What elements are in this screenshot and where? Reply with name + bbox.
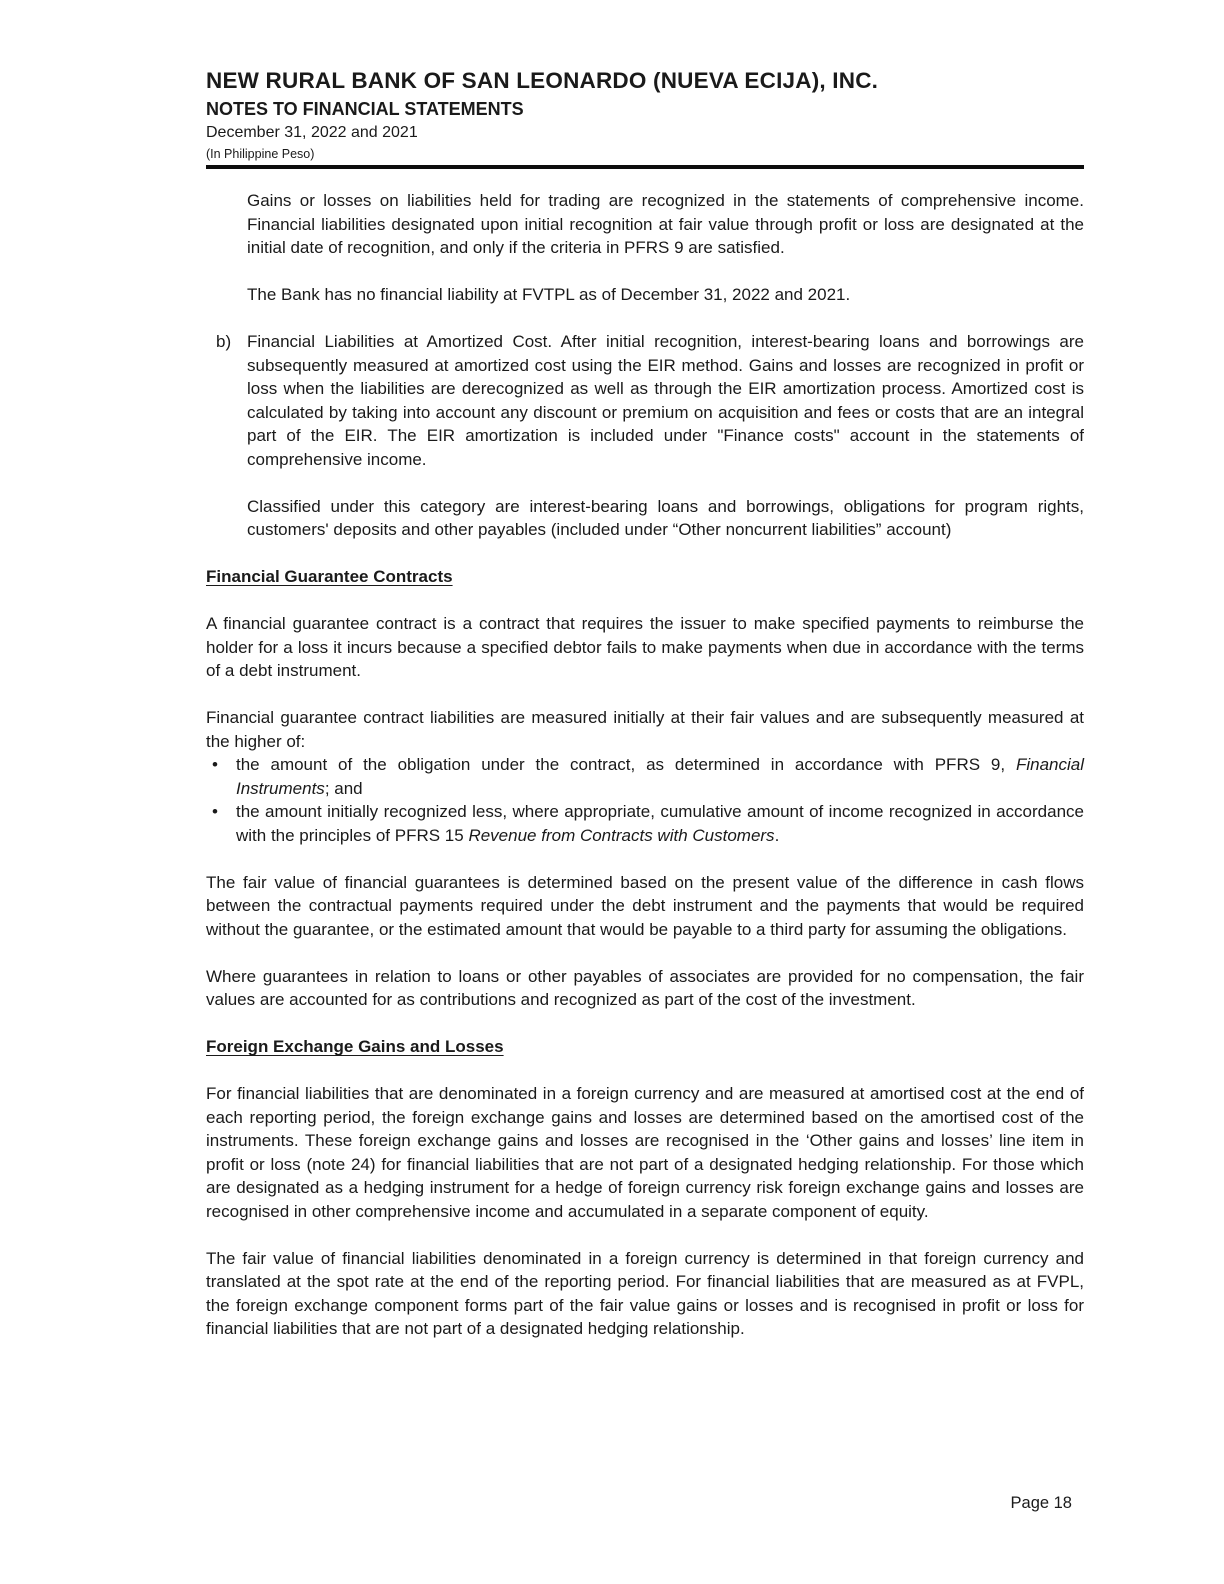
bullet-pfrs9-suffix: ; and [324,778,363,798]
bullet-pfrs15-italic-title: Revenue from Contracts with Customers [468,825,775,845]
paragraph-where-guarantees: Where guarantees in relation to loans or other payables of associates are provided for no compensation, the fair values are accounted for as contributions and recognized as part of the cost of the investment. [206,966,1084,1010]
bullet-item-pfrs15 [206,800,1084,847]
paragraph-measured-intro: Financial guarantee contract liabilities are measured initially at their fair values and are subsequently measured at the higher of: [206,708,1084,751]
guarantee-measurement-bullet-list [206,753,1084,847]
bullet-pfrs9-text: the amount of the obligation under the contract, as determined in accordance with PFRS 9, [236,755,1016,775]
bullet-pfrs9-italic-title: Financial Instruments [236,755,1084,798]
document-title: NOTES TO FINANCIAL STATEMENTS [206,99,524,120]
paragraph-fx-fair-value: The fair value of financial liabilities denominated in a foreign currency is determined in that foreign currency and translated at the spot rate at the end of the reporting period. For financial liabilities that are measured as at FVPL, the foreign exchange component forms part of the fair value gains or losses and is recognised in profit or loss for financial liabilities that are not part of a designated hedging relationship. [206,1248,1084,1339]
list-marker-b: b) [216,332,232,352]
header-rule [206,165,1084,169]
bullet-item-pfrs9 [206,753,1084,800]
list-item-amortized-cost [206,330,1084,471]
bank-name: NEW RURAL BANK OF SAN LEONARDO (NUEVA ECIJA), INC. [206,68,879,93]
paragraph-guarantee-definition: A financial guarantee contract is a contract that requires the issuer to make specified payments to reimburse the holder for a loss it incurs because a specified debtor fails to make payments when due in accordance with the terms of a debt instrument. [206,614,1084,681]
paragraph-fx-amortised-cost: For financial liabilities that are denominated in a foreign currency and are measured at amortised cost at the end of each reporting period, the foreign exchange gains and losses are determined based on the amortised cost of the instruments. These foreign exchange gains and losses are recognised in the ‘Other gains and losses’ line item in profit or loss (note 24) for financial liabilities that are not part of a designated hedging relationship. For those which are designated as a hedging instrument for a hedge of foreign currency risk foreign exchange gains and losses are recognised in other comprehensive income and accumulated in a separate component of equity. [206,1084,1084,1221]
page-number: Page 18 [1010,1494,1072,1512]
bullet-pfrs15-suffix: . [774,825,780,845]
list-item-amortized-cost-text: Financial Liabilities at Amortized Cost. After initial recognition, interest-bearing loans and borrowings are subsequently measured at amortized cost using the EIR method. Gains and losses are recognized in profit or loss when the liabilities are derecognized as well as through the EIR amortization process. Amortized cost is calculated by taking into account any discount or premium on acquisition and fees or costs that are an integral part of the EIR. The EIR amortization is included under "Finance costs" account in the statements of comprehensive income. [247,332,1084,469]
paragraph-guarantee-fair-value: The fair value of financial guarantees is determined based on the present value of the difference in cash flows between the contractual payments required under the debt instrument and the payments that would be required without the guarantee, or the estimated amount that would be payable to a third party for assuming the obligations. [206,872,1084,939]
document-header [206,66,1084,169]
bullet-pfrs15-text: the amount initially recognized less, where appropriate, cumulative amount of income recognized in accordance with the principles of PFRS 15 [236,802,1084,845]
heading-foreign-exchange: Foreign Exchange Gains and Losses [206,1037,504,1057]
paragraph-no-fvtpl: The Bank has no financial liability at FVTPL as of December 31, 2022 and 2021. [247,285,851,305]
heading-financial-guarantee-contracts: Financial Guarantee Contracts [206,567,453,587]
paragraph-trading-gains-losses: Gains or losses on liabilities held for trading are recognized in the statements of comprehensive income. Financial liabilities designated upon initial recognition at fair value through profit or loss are designated at the initial date of recognition, and only if the criteria in PFRS 9 are satisfied. [247,191,1084,258]
paragraph-classified-category: Classified under this category are interest-bearing loans and borrowings, obligations for program rights, customers' deposits and other payables (included under “Other noncurrent liabilities” account) [247,496,1084,540]
document-body [206,189,1084,1341]
report-date: December 31, 2022 and 2021 [206,124,418,142]
currency-note: (In Philippine Peso) [206,147,315,162]
